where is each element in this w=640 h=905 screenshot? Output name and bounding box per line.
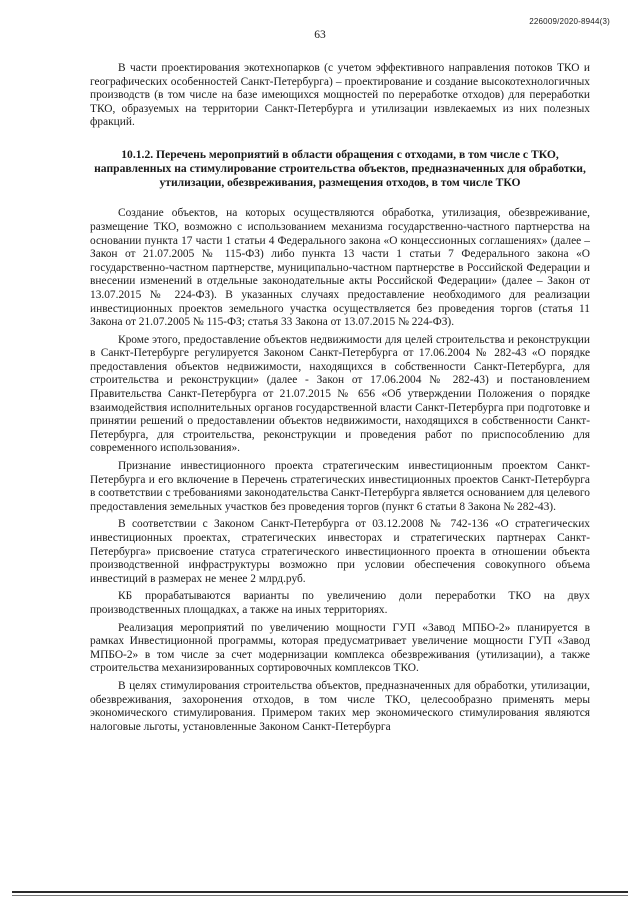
body-paragraph: Создание объектов, на которых осуществляются обработка, утилизация, обезвреживание, размещение ТКО, возможно с использованием механизма государственно-частного партнерства на основании пункта 17 части 1 статьи 4 Федерального закона «О концессионных соглашениях» (далее – Закон от 21.07.2005 № 115-ФЗ) либо пункта 13 части 1 статьи 7 Федерального закона «О государственно-частном партнерстве, муниципально-частном партнерстве в Российской Федерации и внесении изменений в отдельные законодательные акты Российской Федерации» (далее – Закон от 13.07.2015 № 224-ФЗ). В указанных случаях предоставление необходимого для реализации инвестиционных проектов земельного участка осуществляется без проведения торгов (статья 11 Закона от 21.07.2005 № 115-ФЗ; статья 33 Закона от 13.07.2015 № 224-ФЗ). xyxy=(90,207,590,329)
body-paragraph: Кроме этого, предоставление объектов недвижимости для целей строительства и реконструкции в Санкт-Петербурге регулируется Законом Санкт-Петербурга от 17.06.2004 № 282-43 «О порядке предоставления объектов недвижимости, находящихся в собственности Санкт-Петербурга, для строительства и реконструкции» (далее - Закон от 17.06.2004 № 282-43) и постановлением Правительства Санкт-Петербурга от 21.07.2015 № 656 «Об утверждении Положения о порядке взаимодействия исполнительных органов государственной власти Санкт-Петербурга при подготовке и принятии решений о предоставлении объектов недвижимости, находящихся в собственности Санкт-Петербурга, для строительства, реконструкции и проведения работ по приспособлению для современного использования». xyxy=(90,333,590,455)
body-paragraph: Реализация мероприятий по увеличению мощности ГУП «Завод МПБО-2» планируется в рамках Инвестиционной программы, которая предусматривает увеличение мощности ГУП «Завод МПБО-2» в том числе за счет модернизации комплекса обезвреживания (утилизации), а также строительства механизированных сортировочных комплексов ТКО. xyxy=(90,621,590,675)
body-paragraph: В целях стимулирования строительства объектов, предназначенных для обработки, утилизации, обезвреживания, захоронения отходов, в том числе ТКО, целесообразно применять меры экономического стимулирования. Примером таких мер экономического стимулирования являются налоговые льготы, установленные Законом Санкт-Петербурга xyxy=(90,679,590,733)
page-body xyxy=(90,62,590,734)
page-number: 63 xyxy=(314,29,326,41)
body-paragraph: В соответствии с Законом Санкт-Петербурга от 03.12.2008 № 742-136 «О стратегических инвестиционных проектах, стратегических инвесторах и стратегических партнерах Санкт-Петербурга» присвоение статуса стратегического инвестиционного проекта в отношении объекта производственной инфраструктуры возможно при условии обеспечения совокупного объема инвестиций в размерах не менее 2 млрд.руб. xyxy=(90,518,590,585)
bottom-rule xyxy=(12,891,628,893)
bottom-rule-secondary xyxy=(12,895,628,896)
body-paragraph: Признание инвестиционного проекта стратегическим инвестиционным проектом Санкт-Петербурга и его включение в Перечень стратегических инвестиционных проектов Санкт-Петербурга в соответствии с требованиями законодательства Санкт-Петербурга является основанием для целевого предоставления земельных участков без проведения торгов (пункт 6 статьи 8 Закона № 282-43). xyxy=(90,460,590,513)
body-paragraph: КБ прорабатываются варианты по увеличению доли переработки ТКО на двух производственных площадках, а также на иных территориях. xyxy=(90,590,590,616)
section-heading: 10.1.2. Перечень мероприятий в области обращения с отходами, в том числе с ТКО, направленных на стимулирование строительства объектов, предназначенных для обработки, утилизации, обезвреживания, размещения отходов, в том числе ТКО xyxy=(94,147,586,189)
document-code: 226009/2020-8944(3) xyxy=(529,17,610,26)
intro-paragraph: В части проектирования экотехнопарков (с учетом эффективного направления потоков ТКО и географических особенностей Санкт-Петербурга) – проектирование и создание высокотехнологичных производств (в том числе на базе имеющихся мощностей по переработке отходов) для переработки ТКО, образуемых на территории Санкт-Петербурга и утилизации извлекаемых из них полезных фракций. xyxy=(90,62,590,129)
